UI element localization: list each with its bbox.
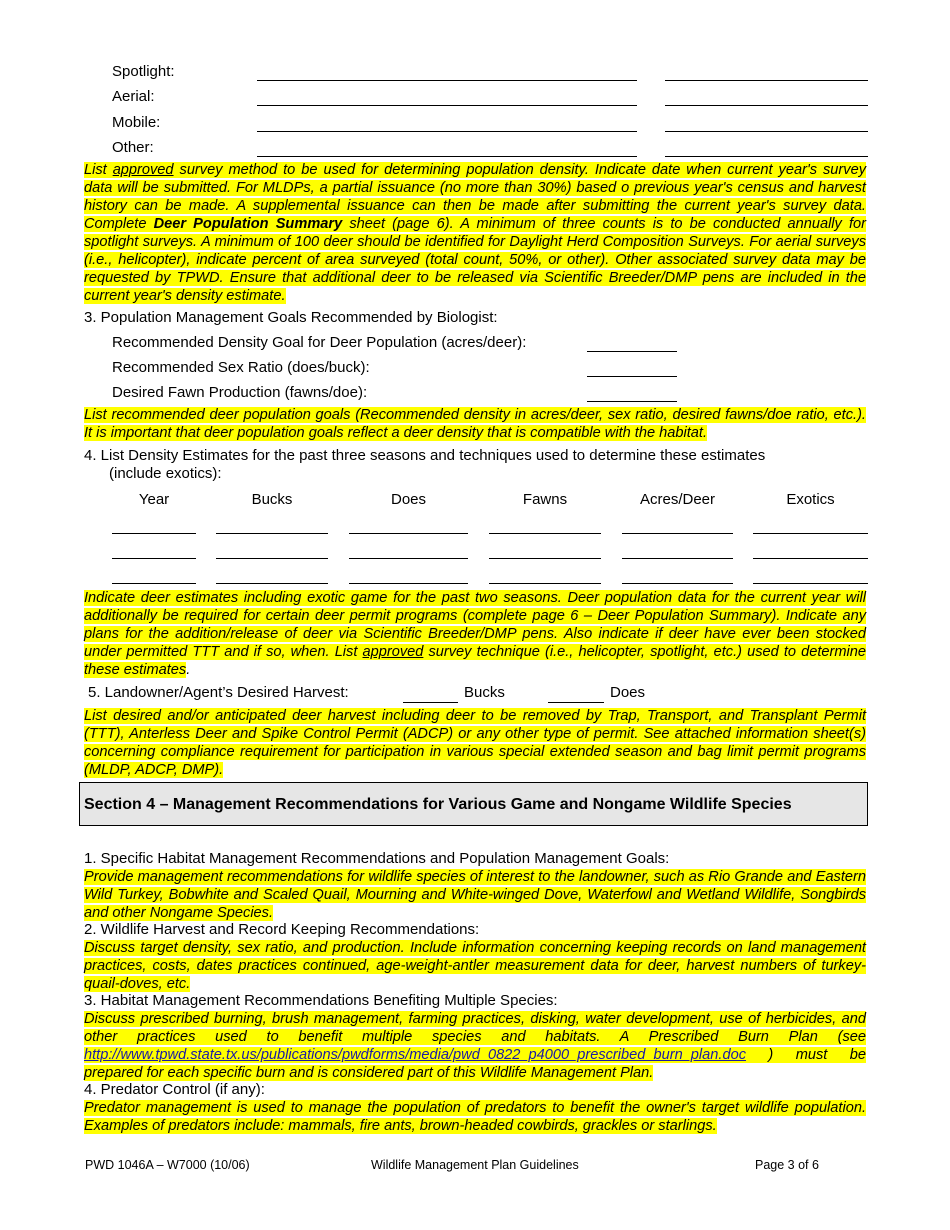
survey-row-date-field[interactable]: [665, 131, 868, 132]
goals-heading: 3. Population Management Goals Recommended by Biologist:: [84, 309, 498, 326]
table-cell-field[interactable]: [489, 583, 601, 584]
table-cell-field[interactable]: [753, 583, 868, 584]
goal-field[interactable]: [587, 376, 677, 377]
table-cell-field[interactable]: [112, 583, 196, 584]
does-label: Does: [610, 684, 646, 701]
goals-instructions: List recommended deer population goals (Recommended density in acres/deer, sex ratio, desired fawns/doe ratio, etc.). It is important that deer population goals reflect a deer density that is compatible with the habitat.: [84, 407, 866, 441]
section-item-instructions: Discuss prescribed burning, brush management, farming practices, disking, water development, use of herbicides, and other practices used to benefit multiple species and habitats. A Prescribed Burn Plan (see http://www.tpwd.state.tx.us/publications/pwdforms/media/pwd_0822_p4000_prescribed_burn_plan.doc ) must be prepared for each specific burn and is considered part of this Wildlife Management Plan.: [84, 1011, 866, 1081]
table-cell-field[interactable]: [753, 558, 868, 559]
survey-row-date-field[interactable]: [665, 80, 868, 81]
survey-row-label: Spotlight:: [112, 63, 175, 80]
section-item-instructions: Provide management recommendations for wildlife species of interest to the landowner, such as Rio Grande and Eastern Wild Turkey, Bobwhite and Scaled Quail, Mourning and White-winged Dove, Waterfowl and Wetland Wildlife, Songbirds and other Nongame Species.: [84, 869, 866, 921]
column-header: Exotics: [786, 491, 835, 508]
table-cell-field[interactable]: [216, 558, 328, 559]
column-header: Year: [138, 491, 170, 508]
footer-title: Wildlife Management Plan Guidelines: [371, 1158, 579, 1172]
section-item-heading: 2. Wildlife Harvest and Record Keeping Recommendations:: [84, 921, 480, 938]
bucks-label: Bucks: [464, 684, 505, 701]
section-item-heading: 1. Specific Habitat Management Recommendations and Population Management Goals:: [84, 850, 670, 867]
does-field[interactable]: [548, 702, 604, 703]
section-item-instructions: Discuss target density, sex ratio, and production. Include information concerning keeping records on land management practices, costs, dates practices continued, age-weight-antler measurement data for deer, harvest numbers of turkey-quail-doves, etc.: [84, 940, 866, 992]
prescribed-burn-plan-link[interactable]: http://www.tpwd.state.tx.us/publications/pwdforms/media/pwd_0822_p4000_prescribed_burn_plan.doc: [84, 1047, 746, 1063]
column-header: Acres/Deer: [639, 491, 716, 508]
survey-row-field[interactable]: [257, 105, 637, 106]
harvest-label: 5. Landowner/Agent’s Desired Harvest:: [88, 684, 349, 701]
bucks-field[interactable]: [403, 702, 458, 703]
goal-field[interactable]: [587, 401, 677, 402]
density-heading: 4. List Density Estimates for the past three seasons and techniques used to determine these estimates: [84, 447, 766, 464]
section-item-heading: 3. Habitat Management Recommendations Benefiting Multiple Species:: [84, 992, 558, 1009]
table-cell-field[interactable]: [753, 533, 868, 534]
section-item-instructions: Predator management is used to manage the population of predators to benefit the owner's target wildlife population. Examples of predators include: mammals, fire ants, brown-headed cowbirds, grackles or starlings.: [84, 1100, 866, 1134]
table-cell-field[interactable]: [216, 583, 328, 584]
table-cell-field[interactable]: [489, 558, 601, 559]
table-cell-field[interactable]: [112, 558, 196, 559]
section-header: [79, 782, 868, 826]
column-header: Bucks: [251, 491, 293, 508]
survey-row-field[interactable]: [257, 131, 637, 132]
goal-field[interactable]: [587, 351, 677, 352]
survey-row-label: Mobile:: [112, 114, 161, 131]
survey-row-label: Aerial:: [112, 88, 155, 105]
density-heading-sub: (include exotics):: [109, 465, 222, 482]
goal-label: Recommended Sex Ratio (does/buck):: [112, 359, 370, 376]
table-cell-field[interactable]: [112, 533, 196, 534]
harvest-instructions: List desired and/or anticipated deer harvest including deer to be removed by Trap, Transport, and Transplant Permit (TTT), Anterless Deer and Spike Control Permit (ADCP) or any other type of permit. See attached information sheet(s) concerning compliance requirement for participation in various special extended season and bag limit permit programs (MLDP, ADCP, DMP).: [84, 708, 866, 778]
table-cell-field[interactable]: [349, 583, 468, 584]
table-cell-field[interactable]: [489, 533, 601, 534]
column-header: Fawns: [522, 491, 568, 508]
table-cell-field[interactable]: [216, 533, 328, 534]
survey-row-date-field[interactable]: [665, 105, 868, 106]
survey-row-date-field[interactable]: [665, 156, 868, 157]
footer-form-number: PWD 1046A – W7000 (10/06): [85, 1158, 250, 1172]
survey-instructions: List approved survey method to be used for determining population density. Indicate date when current year's survey data will be submitted. For MLDPs, a partial issuance (no more than 30%) based o previous year's census and harvest history can be made. A supplemental issuance can then be made after submitting the current year's survey data. Complete Deer Population Summary sheet (page 6). A minimum of three counts is to be conducted annually for spotlight surveys. A minimum of 100 deer should be identified for Daylight Herd Composition Surveys. For aerial surveys (i.e., helicopter), indicate percent of area surveyed (total count, 50%, or other). Other associated survey data may be requested by TPWD. Ensure that additional deer to be released via Scientific Breeder/DMP pens are included in the current year's density estimate.: [84, 162, 867, 304]
footer-page-number: Page 3 of 6: [755, 1158, 819, 1172]
survey-row-field[interactable]: [257, 80, 637, 81]
table-cell-field[interactable]: [622, 533, 733, 534]
table-cell-field[interactable]: [349, 533, 468, 534]
table-cell-field[interactable]: [622, 558, 733, 559]
section-title: Section 4 – Management Recommendations for Various Game and Nongame Wildlife Species: [84, 796, 792, 813]
table-cell-field[interactable]: [349, 558, 468, 559]
survey-row-field[interactable]: [257, 156, 637, 157]
density-instructions: Indicate deer estimates including exotic game for the past two seasons. Deer population data for the current year will additionally be required for certain deer permit programs (complete page 6 – Deer Population Summary). Indicate any plans for the addition/release of deer via Scientific Breeder/DMP pens. Also indicate if deer have ever been stocked under permitted TTT and if so, when. List approved survey technique (i.e., helicopter, spotlight, etc.) used to determine these estimates.: [84, 590, 867, 678]
goal-label: Recommended Density Goal for Deer Population (acres/deer):: [112, 334, 527, 351]
column-header: Does: [390, 491, 427, 508]
goal-label: Desired Fawn Production (fawns/doe):: [112, 384, 368, 401]
survey-row-label: Other:: [112, 139, 154, 156]
table-cell-field[interactable]: [622, 583, 733, 584]
section-item-heading: 4. Predator Control (if any):: [84, 1081, 265, 1098]
